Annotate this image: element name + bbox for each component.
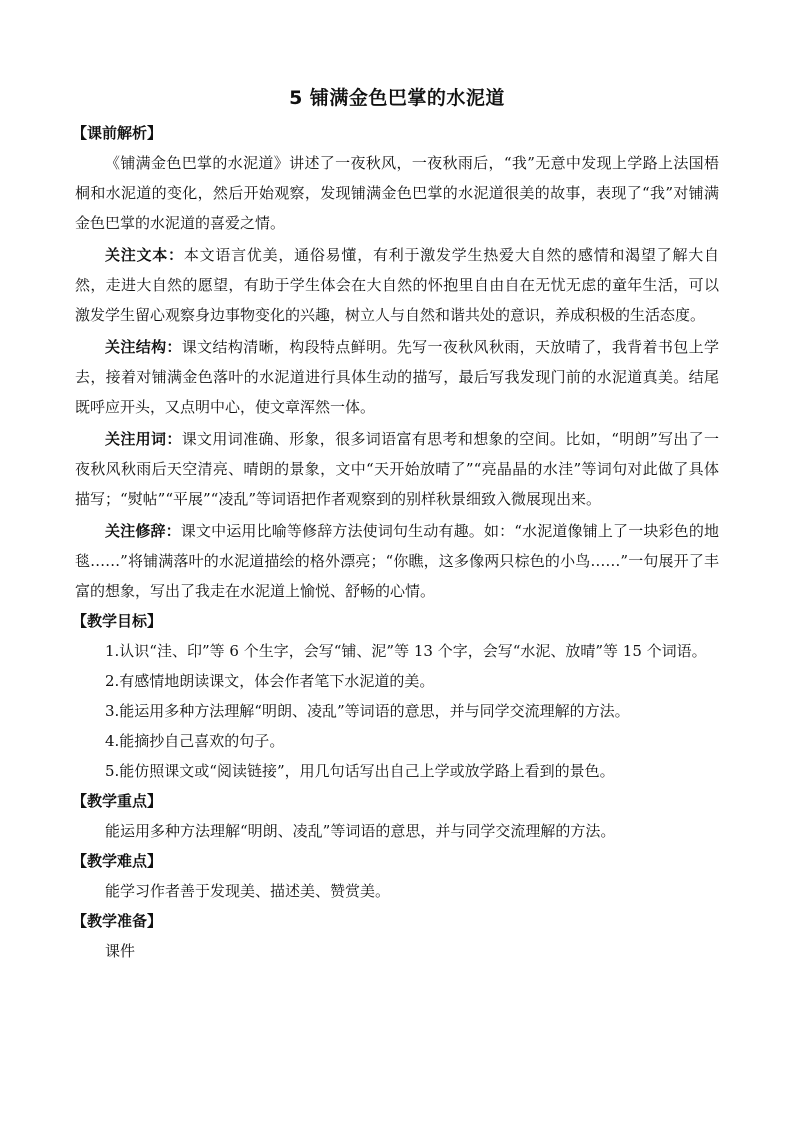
focus-words-paragraph [75,424,719,514]
goal-item-5: 5.能仿照课文或“阅读链接”，用几句话写出自己上学或放学路上看到的景色。 [105,762,615,780]
focus-text-lead: 关注文本： [105,246,184,264]
goal-item-2: 2.有感情地朗读课文，体会作者笔下水泥道的美。 [105,672,435,690]
focus-structure-body: 课文结构清晰，构段特点鲜明。先写一夜秋风秋雨，天放晴了，我背着书包上学去，接着对铺满金色落叶的水泥道进行具体生动的描写，最后写我发现门前的水泥道真美。结尾既呼应开头，又点明中心，使文章浑然一体。 [75,338,719,416]
heading-key-points: 【教学重点】 [72,792,163,810]
focus-rhetoric-body: 课文中运用比喻等修辞方法使词句生动有趣。如：“水泥道像铺上了一块彩色的地毯……”将铺满落叶的水泥道描绘的格外漂亮；“你瞧，这多像两只棕色的小鸟……”一句展开了丰富的想象，写出了我走在水泥道上愉悦、舒畅的心情。 [75,522,719,600]
lesson-title: 5 铺满金色巴掌的水泥道 [289,87,505,109]
heading-preparation: 【教学准备】 [72,912,163,930]
preparation-body: 课件 [105,942,136,960]
focus-words-lead: 关注用词： [105,430,182,448]
focus-rhetoric-paragraph [75,516,719,606]
focus-words-body: 课文用词准确、形象，很多词语富有思考和想象的空间。比如，“明朗”写出了一夜秋风秋雨后天空清亮、晴朗的景象，文中“天开始放晴了”“亮晶晶的水洼”等词句对此做了具体描写；“熨帖”“平展”“凌乱”等词语把作者观察到的别样秋景细致入微展现出来。 [75,430,719,508]
goal-item-4: 4.能摘抄自己喜欢的句子。 [105,732,285,750]
focus-text-body: 本文语言优美，通俗易懂，有利于激发学生热爱大自然的感情和渴望了解大自然，走进大自然的愿望，有助于学生体会在大自然的怀抱里自由自在无忧无虑的童年生活，可以激发学生留心观察身边事物变化的兴趣，树立人与自然和谐共处的意识，养成积极的生活态度。 [75,246,719,324]
goal-item-1: 1.认识“洼、印”等 6 个生字，会写“铺、泥”等 13 个字，会写“水泥、放晴”等 15 个词语。 [105,642,707,660]
heading-goals: 【教学目标】 [72,612,163,630]
goal-item-3: 3.能运用多种方法理解“明朗、凌乱”等词语的意思，并与同学交流理解的方法。 [105,702,630,720]
difficulties-body: 能学习作者善于发现美、描述美、赞赏美。 [105,882,391,900]
analysis-intro: 《铺满金色巴掌的水泥道》讲述了一夜秋风，一夜秋雨后，“我”无意中发现上学路上法国梧桐和水泥道的变化，然后开始观察，发现铺满金色巴掌的水泥道很美的故事，表现了“我”对铺满金色巴掌的水泥道的喜爱之情。 [75,154,719,232]
heading-difficulties: 【教学难点】 [72,852,163,870]
focus-structure-paragraph [75,332,719,422]
focus-text-paragraph [75,240,719,330]
focus-structure-lead: 关注结构： [105,338,182,356]
key-points-body: 能运用多种方法理解“明朗、凌乱”等词语的意思，并与同学交流理解的方法。 [105,822,616,840]
focus-rhetoric-lead: 关注修辞： [105,522,181,540]
heading-analysis: 【课前解析】 [72,124,163,142]
